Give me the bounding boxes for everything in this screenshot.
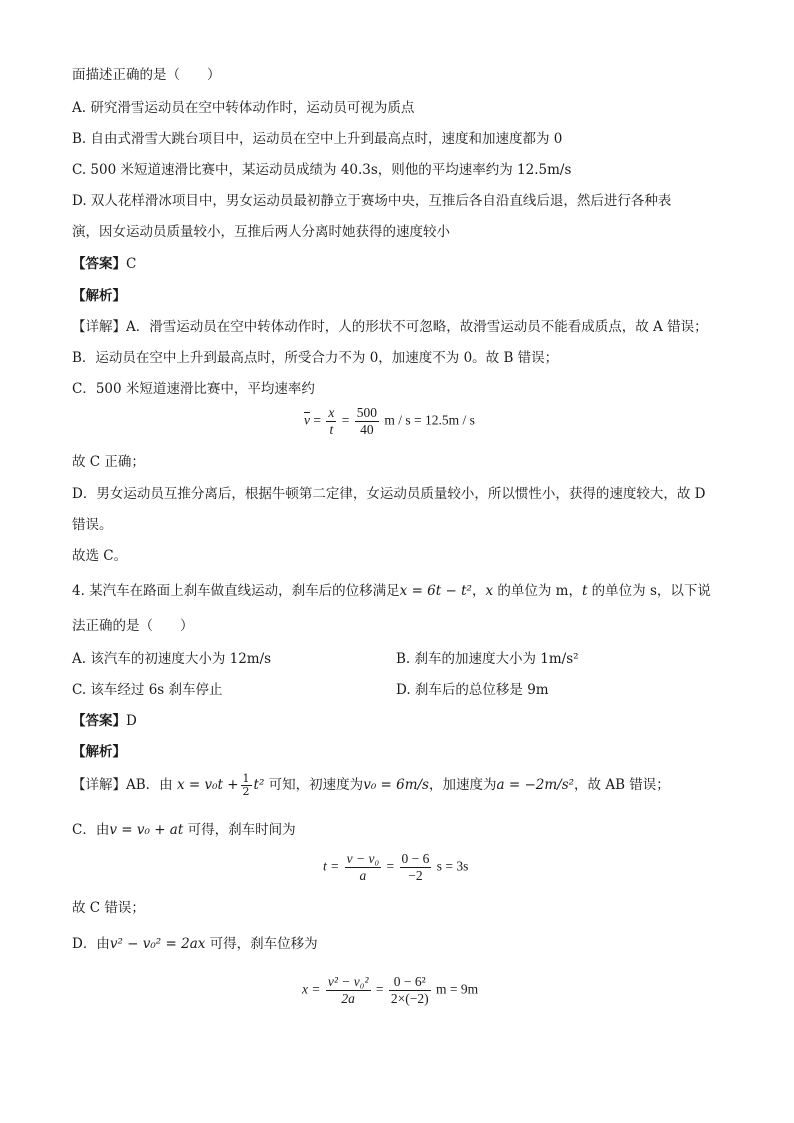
eq-equals: =	[313, 412, 321, 428]
eq3-x: x =	[302, 981, 321, 997]
ab-mid2: ，加速度为	[429, 777, 497, 793]
eq3-equals: =	[375, 981, 384, 997]
eq3-den2: 2×(−2)	[390, 991, 429, 1006]
q4-time-equation	[323, 851, 468, 884]
q4-stem-unit1: 的单位为 m，	[493, 583, 582, 599]
q3-analysis-label: 【解析】	[72, 288, 126, 304]
eq3-frac2	[389, 974, 431, 1007]
eq2-den2: −2	[408, 868, 423, 883]
ab-mid: 可知，初速度为	[264, 777, 364, 793]
eq2-num2: 0 − 6	[401, 851, 430, 866]
eq2-frac1	[345, 851, 382, 884]
eq-vbar: $\overline{v}$	[304, 412, 310, 428]
d-pre: D．由	[72, 936, 110, 952]
eq-equals2: =	[341, 412, 350, 428]
eq2-frac2	[400, 851, 432, 884]
q4-answer	[72, 711, 137, 731]
q4-detail-d	[72, 934, 318, 954]
eq3-frac1	[326, 974, 371, 1007]
eq-frac-500-40	[355, 405, 379, 438]
eq2-equals: =	[386, 858, 395, 874]
q4-displacement-equation	[302, 974, 478, 1007]
q4-stem-x: x	[485, 583, 494, 599]
ab-a: a = −2m/s²	[496, 777, 575, 793]
ab-tail: ，故 AB 错误；	[574, 777, 670, 793]
q3-option-b: B. 自由式滑雪大跳台项目中，运动员在空中上升到最高点时，速度和加速度都为 0	[72, 131, 563, 147]
eq2-num: v − v₀	[346, 851, 380, 866]
eq-frac-xt	[326, 405, 336, 438]
q3-detail-a: 【详解】A．滑雪运动员在空中转体动作时，人的形状不可忽略，故滑雪运动员不能看成质点，故 A 错误；	[72, 319, 708, 335]
ab-half	[241, 773, 252, 798]
ab-formula: x = v₀t +	[176, 777, 239, 793]
d-formula: v² − v₀² = 2ax	[109, 936, 206, 952]
eq2-den: a	[359, 868, 367, 883]
eq3-num: v² − v₀²	[327, 974, 369, 989]
q3-choose: 故选 C。	[72, 548, 128, 564]
answer-value: D	[126, 713, 137, 729]
q4-option-a: A. 该汽车的初速度大小为 12m/s	[72, 651, 272, 667]
q4-option-d: D. 刹车后的总位移是 9m	[396, 682, 549, 698]
eq-t: t	[329, 422, 334, 437]
q3-detail-c: C．500 米短道速滑比赛中，平均速率约	[72, 381, 315, 397]
q4-stem-eq: x = 6t − t²	[399, 583, 472, 599]
c-pre: C．由	[72, 822, 110, 838]
c-tail: 可得，刹车时间为	[183, 822, 296, 838]
q4-option-b: B. 刹车的加速度大小为 1m/s²	[396, 651, 579, 667]
q3-answer	[72, 254, 136, 274]
q4-stem-line2: 法正确的是（ ）	[72, 618, 194, 634]
eq-x: x	[328, 405, 335, 420]
q3-speed-equation	[304, 405, 475, 438]
c-formula: v = v₀ + at	[109, 822, 184, 838]
eq3-result: m = 9m	[435, 981, 479, 997]
ab-v0: v₀ = 6m/s	[363, 777, 429, 793]
q3-detail-d-line1: D．男女运动员互推分离后，根据牛顿第二定律，女运动员质量较小，所以惯性小，获得的速度较大，故 D	[72, 486, 706, 502]
ab-half-num: 1	[242, 772, 250, 785]
eq3-num2: 0 − 6²	[389, 974, 431, 991]
eq3-den: 2a	[341, 991, 355, 1006]
q4-stem-t: t	[581, 583, 588, 599]
eq-500: 500	[356, 405, 377, 420]
q3-option-a: A. 研究滑雪运动员在空中转体动作时，运动员可视为质点	[72, 100, 415, 116]
eq2-t: t =	[323, 858, 340, 874]
ab-pre: 【详解】AB．由	[72, 777, 173, 793]
q4-stem-unit2: 的单位为 s，以下说	[587, 583, 711, 599]
answer-label: 【答案】	[72, 256, 126, 272]
q4-detail-ab	[72, 770, 670, 800]
q4-analysis-label: 【解析】	[72, 744, 126, 760]
eq-40: 40	[360, 422, 374, 437]
q4-stem-line1	[72, 581, 711, 601]
q3-option-c: C. 500 米短道速滑比赛中，某运动员成绩为 40.3s，则他的平均速率约为 12.5m/s	[72, 162, 572, 178]
answer-value: C	[126, 256, 137, 272]
answer-label: 【答案】	[72, 713, 126, 729]
q3-c-correct: 故 C 正确；	[72, 454, 145, 470]
d-tail: 可得，刹车位移为	[205, 936, 318, 952]
q4-stem-pre: 4. 某汽车在路面上刹车做直线运动，刹车后的位移满足	[72, 583, 400, 599]
q3-detail-b: B．运动员在空中上升到最高点时，所受合力不为 0，加速度不为 0。故 B 错误；	[72, 350, 559, 366]
q4-option-c: C. 该车经过 6s 刹车停止	[72, 682, 223, 698]
q4-c-wrong: 故 C 错误；	[72, 900, 145, 916]
eq-result: m / s = 12.5m / s	[384, 412, 475, 428]
ab-tsq: t²	[253, 777, 265, 793]
q3-stem-tail: 面描述正确的是（ ）	[72, 67, 221, 83]
q3-detail-d-line2: 错误。	[72, 517, 113, 533]
eq2-result: s = 3s	[436, 858, 469, 874]
q3-option-d-line1: D. 双人花样滑冰项目中，男女运动员最初静立于赛场中央，互推后各自沿直线后退，然后进行各种表	[72, 193, 672, 209]
q4-detail-c	[72, 820, 296, 840]
ab-half-den: 2	[242, 785, 250, 798]
q4-stem-mid: ，	[471, 583, 486, 599]
q3-option-d-line2: 演，因女运动员质量较小，互推后两人分离时她获得的速度较小	[72, 224, 450, 240]
